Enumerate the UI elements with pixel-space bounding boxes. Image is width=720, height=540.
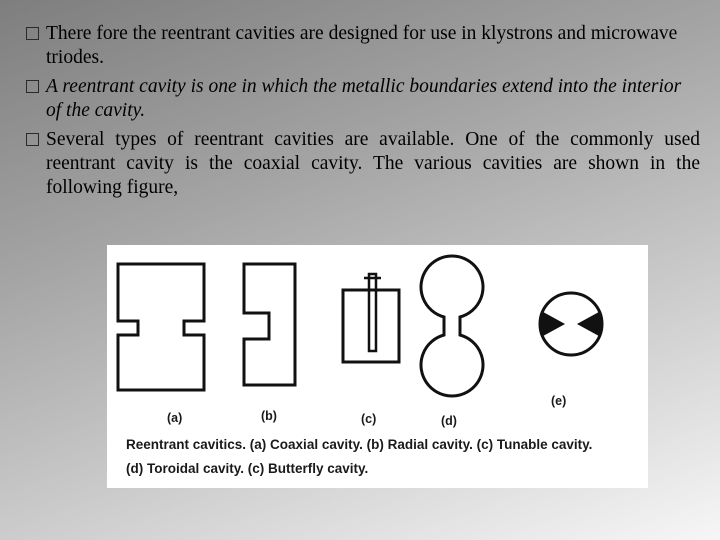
bullet-marker-icon — [26, 133, 39, 146]
bullet-marker-icon — [26, 80, 39, 93]
figure-caption-line-2: (d) Toroidal cavity. (c) Butterfly cavity. — [126, 461, 369, 476]
bullet-text-3: Several types of reentrant cavities are available. One of the commonly used reentrant cavity is the coaxial cavity. The various cavities are shown in the following figure, — [46, 129, 700, 198]
label-a: (a) — [167, 411, 183, 425]
tunable-cavity-plunger — [369, 274, 376, 351]
radial-cavity-shape — [244, 264, 295, 385]
cavities-diagram — [107, 245, 648, 488]
label-d: (d) — [441, 414, 457, 428]
bullet-list — [24, 22, 700, 205]
label-e: (e) — [551, 394, 567, 408]
bullet-item-2 — [24, 75, 700, 123]
figure-caption-line-1: Reentrant cavitics. (a) Coaxial cavity. (b) Radial cavity. (c) Tunable cavity. — [126, 437, 593, 452]
bullet-text-1: There fore the reentrant cavities are designed for use in klystrons and microwave triodes. — [46, 23, 678, 68]
bullet-item-3 — [24, 128, 700, 200]
label-c: (c) — [361, 412, 377, 426]
butterfly-cavity-shape — [540, 293, 602, 355]
coaxial-cavity-shape — [118, 264, 204, 390]
reentrant-cavities-figure — [107, 245, 648, 488]
bullet-marker-icon — [26, 27, 39, 40]
label-b: (b) — [261, 409, 277, 423]
bullet-item-1 — [24, 22, 700, 70]
toroidal-cavity-shape — [421, 256, 483, 396]
bullet-text-2: A reentrant cavity is one in which the metallic boundaries extend into the interior of the cavity. — [46, 76, 682, 121]
